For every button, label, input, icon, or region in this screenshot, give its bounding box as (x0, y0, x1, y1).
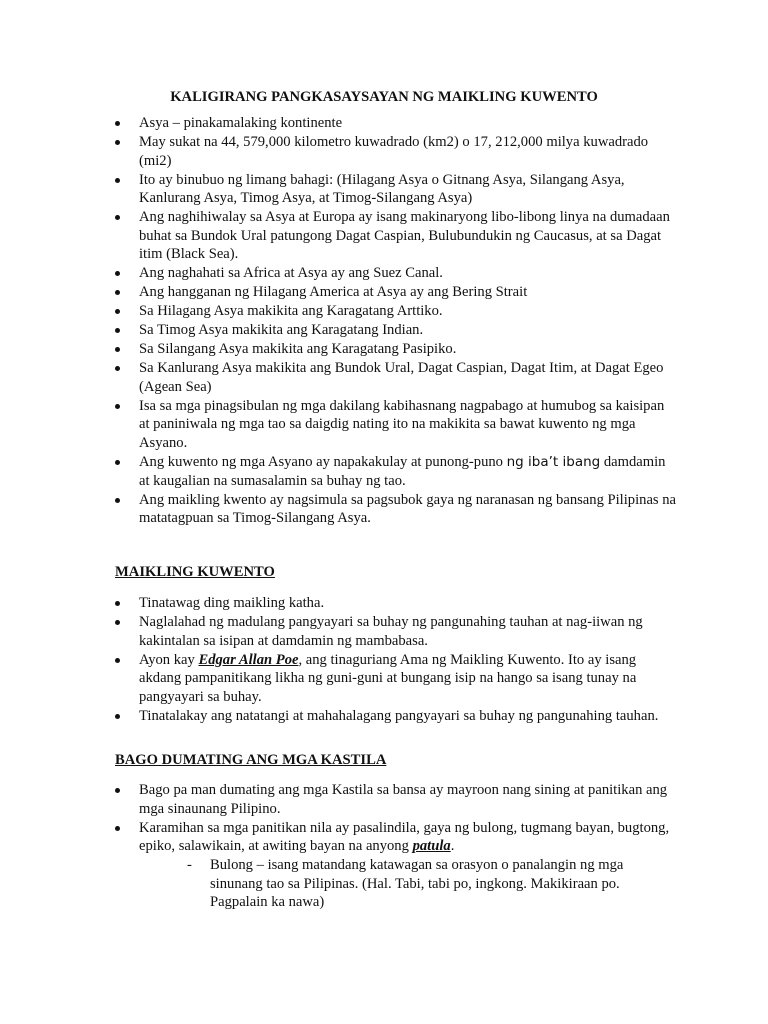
dash-marker: - (187, 857, 192, 873)
list-item: May sukat na 44, 579,000 kilometro kuwadrado (km2) o 17, 212,000 milya kuwadrado (mi2) (0, 133, 768, 170)
bullet-icon (115, 140, 120, 145)
sub-list-item: - Bulong – isang matandang katawagan sa orasyon o panalangin ng mga sinunang tao sa Pilipinas. (Hal. Tabi, tabi po, ingkong. Makikiraan po. Pagpalain ka nawa) (187, 857, 624, 911)
document-title: KALIGIRANG PANGKASAYSAYAN NG MAIKLING KUWENTO (170, 89, 598, 105)
bullet-icon (115, 271, 120, 276)
author-name: Edgar Allan Poe (198, 651, 299, 668)
list-item: Ang naghahati sa Africa at Asya ay ang Suez Canal. (0, 264, 768, 283)
list-item: Sa Silangang Asya makikita ang Karagatang Pasipiko. (0, 340, 768, 359)
section3-list (0, 781, 768, 856)
list-item: Ang kuwento ng mga Asyano ay napakakulay at punong-puno ng iba’t ibang damdamin at kaugalian na sumasalamin sa buhay ng tao. (0, 453, 768, 490)
bullet-icon (115, 658, 120, 663)
bullet-icon (115, 620, 120, 625)
list-item: Ang naghihiwalay sa Asya at Europa ay isang makinaryong libo-libong linya na dumadaan buhat sa Bundok Ural patungong Dagat Caspian, Bulubundukin ng Caucasus, at sa Dagat itim (Black Sea). (0, 208, 768, 264)
list-item: Sa Hilagang Asya makikita ang Karagatang Arttiko. (0, 302, 768, 321)
bullet-icon (115, 309, 120, 314)
bullet-icon (115, 215, 120, 220)
bullet-icon (115, 498, 120, 503)
list-item: Ang maikling kwento ay nagsimula sa pagsubok gaya ng naranasan ng bansang Pilipinas na matatagpuan sa Timog-Silangang Asya. (0, 491, 768, 528)
list-item: Karamihan sa mga panitikan nila ay pasalindila, gaya ng bulong, tugmang bayan, bugtong, epiko, salawikain, at awiting bayan na anyong patula. (0, 819, 768, 856)
list-item: Ito ay binubuo ng limang bahagi: (Hilagang Asya o Gitnang Asya, Silangang Asya, Kanlurang Asya, Timog Asya, at Timog-Silangang Asya) (0, 171, 768, 208)
list-item: Ang hangganan ng Hilagang America at Asya ay ang Bering Strait (0, 283, 768, 302)
bullet-icon (115, 788, 120, 793)
list-item: Ayon kay Edgar Allan Poe, ang tinaguriang Ama ng Maikling Kuwento. Ito ay isang akdang pampanitikang likha ng guni-guni at bungang isip na hango sa isang tunay na pangyayari sa buhay. (0, 651, 768, 707)
bullet-icon (115, 178, 120, 183)
emphasized-term: patula (412, 838, 451, 855)
list-item: Asya – pinakamalaking kontinente (0, 114, 768, 133)
bullet-icon (115, 347, 120, 352)
list-item: Sa Timog Asya makikita ang Karagatang Indian. (0, 321, 768, 340)
bullet-icon (115, 826, 120, 831)
bullet-icon (115, 404, 120, 409)
section2-list (0, 594, 768, 726)
bullet-icon (115, 290, 120, 295)
bullet-icon (115, 460, 120, 465)
list-item: Naglalahad ng madulang pangyayari sa buhay ng pangunahing tauhan at nag-iiwan ng kakintalan sa isipan at damdamin ng mambabasa. (0, 613, 768, 650)
bullet-icon (115, 121, 120, 126)
list-item: Isa sa mga pinagsibulan ng mga dakilang kabihasnang nagpabago at humubog sa kaisipan at paniniwala ng mga tao sa daigdig nating ito na makikita sa bawat kuwento ng mga Asyano. (0, 397, 768, 453)
bullet-icon (115, 714, 120, 719)
list-item: Tinatalakay ang natatangi at mahahalagang pangyayari sa buhay ng pangunahing tauhan. (0, 707, 768, 726)
bullet-icon (115, 366, 120, 371)
list-item: Bago pa man dumating ang mga Kastila sa bansa ay mayroon nang sining at panitikan ang mga sinaunang Pilipino. (0, 781, 768, 818)
list-item: Tinatawag ding maikling katha. (0, 594, 768, 613)
section1-list (0, 114, 768, 528)
section-heading-bago-dumating: BAGO DUMATING ANG MGA KASTILA (115, 752, 387, 768)
section-heading-maikling-kuwento: MAIKLING KUWENTO (115, 564, 275, 580)
bullet-icon (115, 601, 120, 606)
section3-sublist (0, 856, 768, 912)
list-item: Sa Kanlurang Asya makikita ang Bundok Ural, Dagat Caspian, Dagat Itim, at Dagat Egeo (Agean Sea) (0, 359, 768, 396)
bullet-icon (115, 328, 120, 333)
